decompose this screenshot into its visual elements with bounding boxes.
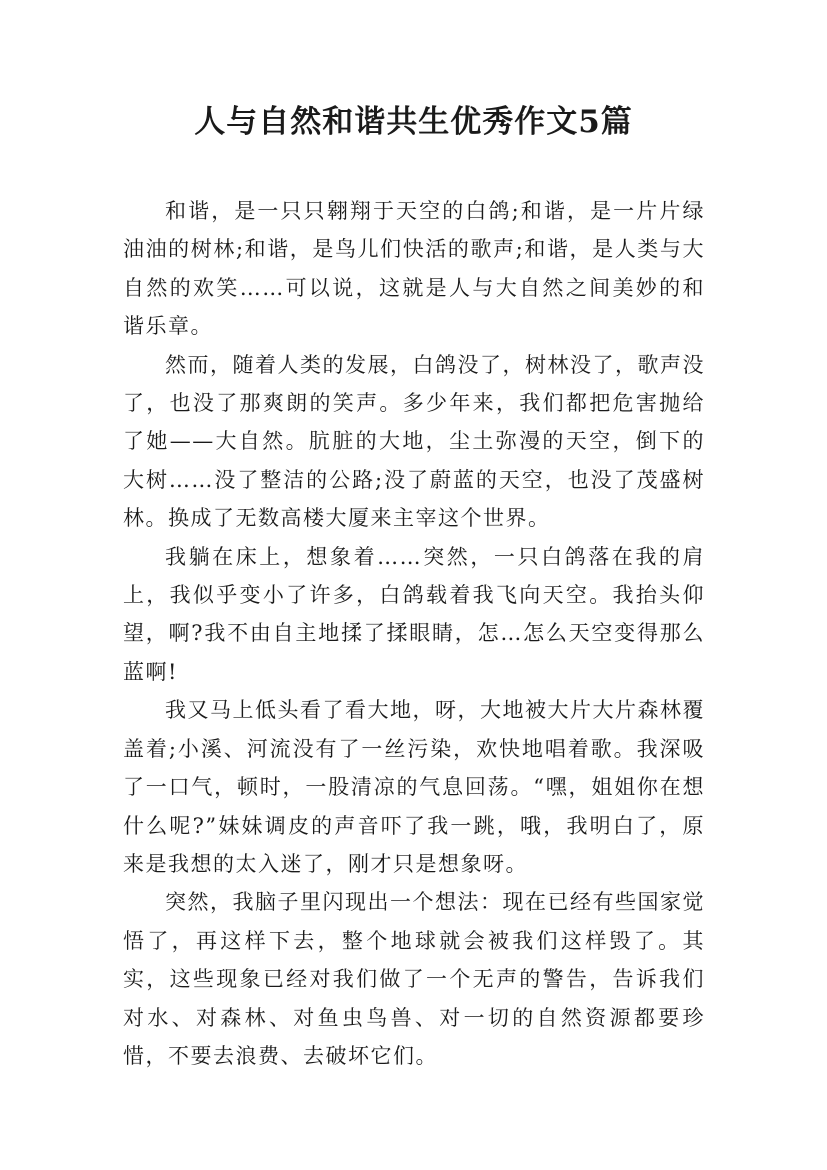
paragraph-4: 我又马上低头看了看大地，呀，大地被大片大片森林覆盖着;小溪、河流没有了一丝污染，欢快地唱着歌。我深吸了一口气，顿时，一股清凉的气息回荡。“嘿，姐姐你在想什么呢?”妹妹调皮的声音吓了我一跳，哦，我明白了，原来是我想的太入迷了，刚才只是想象呀。 [123,698,705,876]
document-title: 人与自然和谐共生优秀作文5篇 [194,104,633,140]
paragraph-3: 我躺在床上，想象着……突然，一只白鸽落在我的肩上，我似乎变小了许多，白鸽载着我飞向天空。我抬头仰望，啊?我不由自主地揉了揉眼睛，怎…怎么天空变得那么蓝啊! [123,544,705,684]
paragraph-2: 然而，随着人类的发展，白鸽没了，树林没了，歌声没了，也没了那爽朗的笑声。多少年来，我们都把危害抛给了她——大自然。肮脏的大地，尘土弥漫的天空，倒下的大树……没了整洁的公路;没了蔚蓝的天空，也没了茂盛树林。换成了无数高楼大厦来主宰这个世界。 [123,352,705,531]
paragraph-1: 和谐，是一只只翱翔于天空的白鸽;和谐，是一片片绿油油的树林;和谐，是鸟儿们快活的歌声;和谐，是人类与大自然的欢笑……可以说，这就是人与大自然之间美妙的和谐乐章。 [123,199,705,339]
document-body [123,192,705,1075]
paragraph-5: 突然，我脑子里闪现出一个想法：现在已经有些国家觉悟了，再这样下去，整个地球就会被我们这样毁了。其实，这些现象已经对我们做了一个无声的警告，告诉我们对水、对森林、对鱼虫鸟兽、对一切的自然资源都要珍惜，不要去浪费、去破坏它们。 [123,890,705,1068]
